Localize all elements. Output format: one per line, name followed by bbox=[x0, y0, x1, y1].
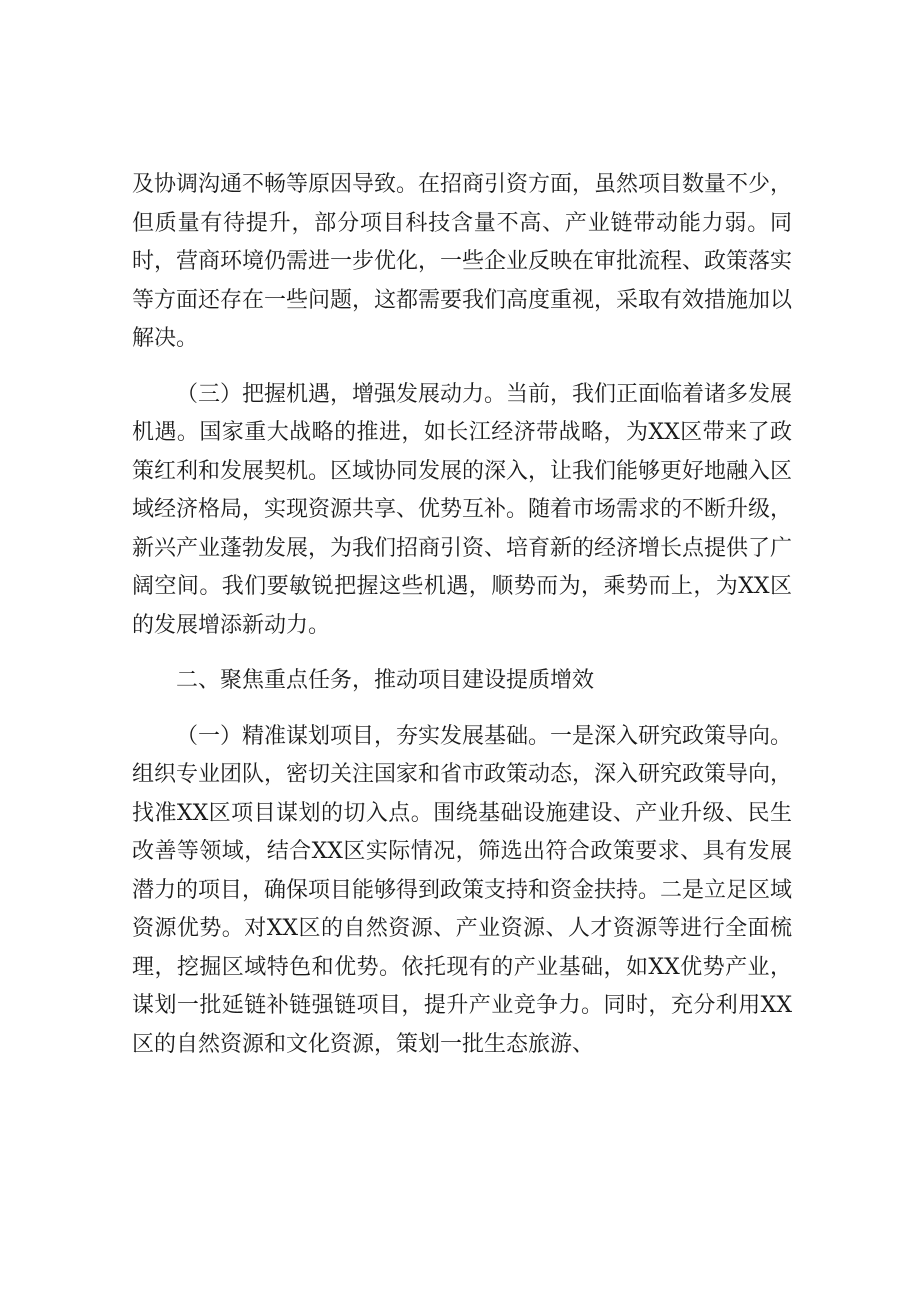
document-body bbox=[132, 166, 792, 1081]
paragraph-project-planning: （一）精准谋划项目，夯实发展基础。一是深入研究政策导向。组织专业团队，密切关注国家和省市政策动态，深入研究政策导向，找准XX区项目谋划的切入点。围绕基础设施建设、产业升级、民生改善等领域，结合XX区实际情况，筛选出符合政策要求、具有发展潜力的项目，确保项目能够得到政策支持和资金扶持。二是立足区域资源优势。对XX区的自然资源、产业资源、人才资源等进行全面梳理，挖掘区域特色和优势。依托现有的产业基础，如XX优势产业，谋划一批延链补链强链项目，提升产业竞争力。同时，充分利用XX区的自然资源和文化资源，策划一批生态旅游、 bbox=[132, 723, 793, 1057]
paragraph-continuation: 及协调沟通不畅等原因导致。在招商引资方面，虽然项目数量不少，但质量有待提升，部分项目科技含量不高、产业链带动能力弱。同时，营商环境仍需进一步优化，一些企业反映在审批流程、政策落实等方面还存在一些问题，这都需要我们高度重视，采取有效措施加以解决。 bbox=[132, 172, 793, 351]
paragraph-opportunities: （三）把握机遇，增强发展动力。当前，我们正面临着诸多发展机遇。国家重大战略的推进，如长江经济带战略，为XX区带来了政策红利和发展契机。区域协同发展的深入，让我们能够更好地融入区域经济格局，实现资源共享、优势互补。随着市场需求的不断升级，新兴产业蓬勃发展，为我们招商引资、培育新的经济增长点提供了广阔空间。我们要敏锐把握这些机遇，顺势而为，乘势而上，为XX区的发展增添新动力。 bbox=[132, 381, 793, 638]
section-heading: 二、聚焦重点任务，推动项目建设提质增效 bbox=[176, 668, 595, 693]
